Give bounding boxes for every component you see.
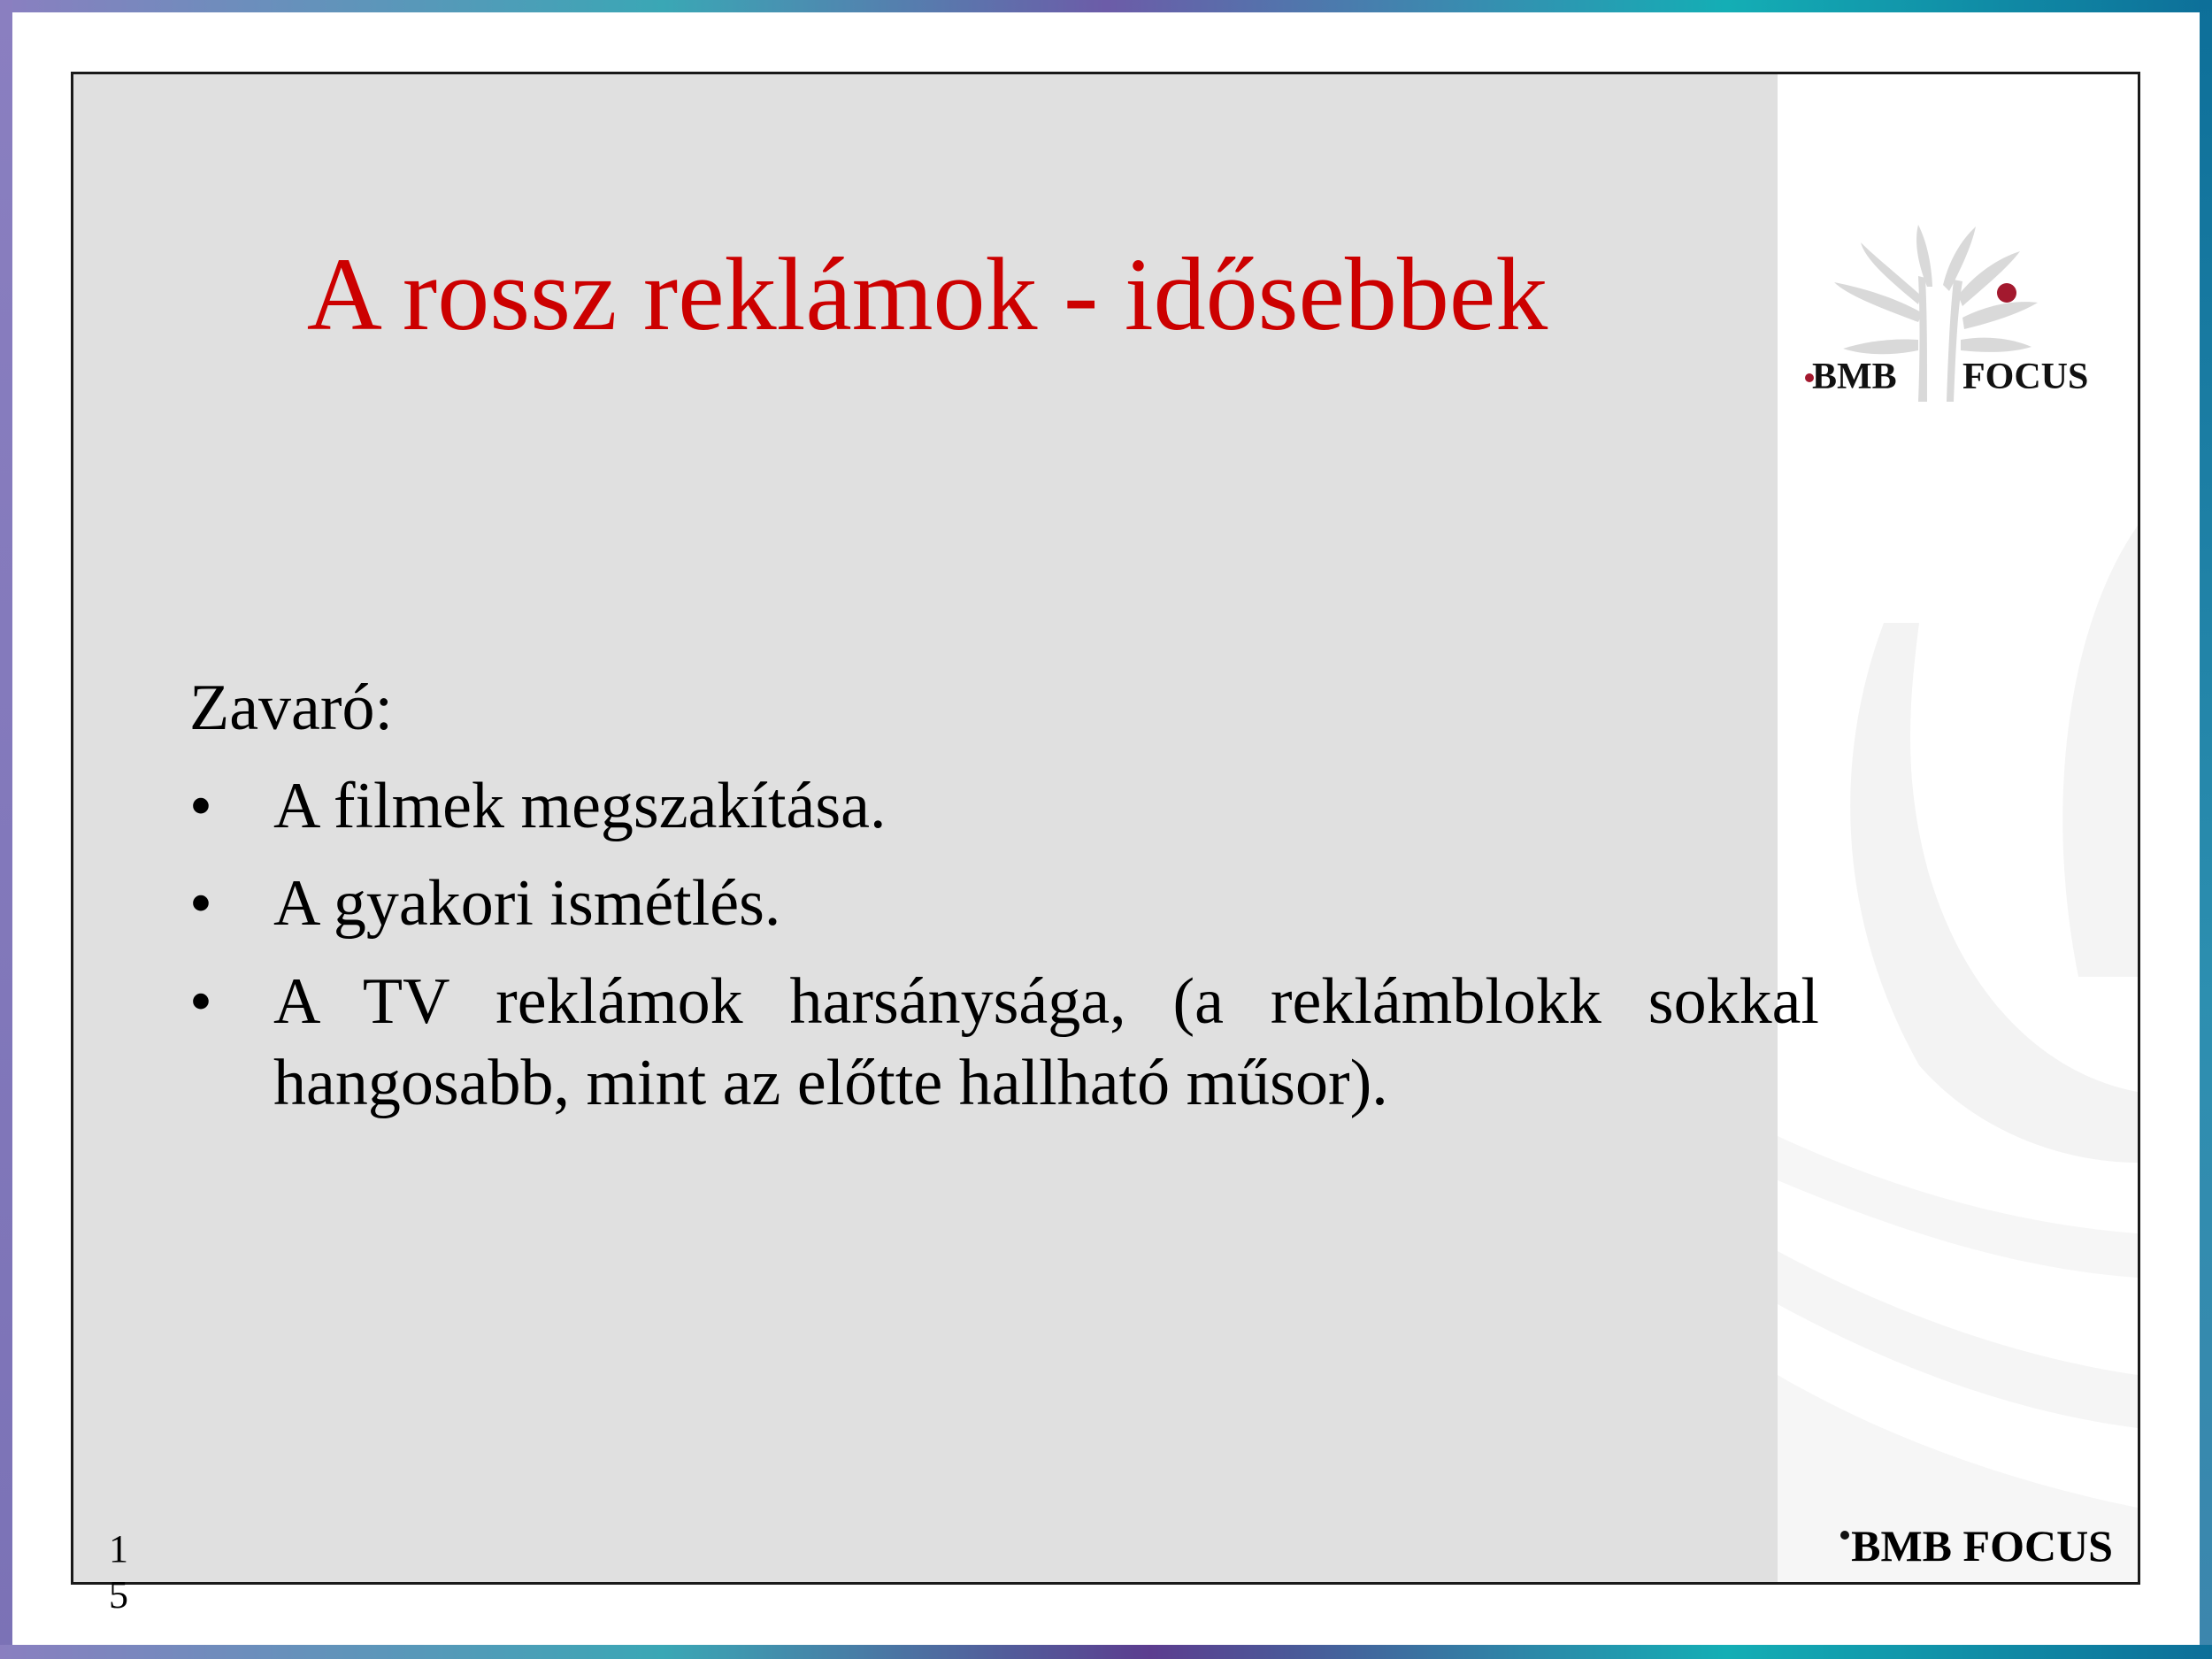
bullet-text: A filmek megszakítása. [273, 769, 887, 842]
slide-body [189, 667, 1819, 1141]
bullet-text: A TV reklámok harsánysága, (a reklámblokk sokkal hangosabb, mint az előtte hallható műsor). [273, 964, 1819, 1119]
slide-number [101, 1526, 136, 1618]
logo-text-focus: FOCUS [1962, 357, 2089, 397]
bmb-focus-logo [1794, 225, 2089, 411]
bullet-item [189, 863, 1819, 945]
frame-bottom-border [0, 1645, 2212, 1659]
intro-label: Zavaró: [189, 672, 394, 744]
bullet-list [189, 765, 1819, 1125]
frame-top-border [0, 0, 2212, 12]
footer-bullet-icon [1840, 1531, 1849, 1540]
logo-text-bmb: BMB [1812, 357, 1897, 397]
bullet-item [189, 961, 1819, 1125]
footer-brand-text: BMB FOCUS [1851, 1521, 2113, 1571]
slide-number-digit: 5 [109, 1572, 128, 1617]
bullet-dot-icon: • [189, 769, 212, 842]
bullet-dot-icon: • [189, 867, 212, 940]
slide [71, 72, 2140, 1585]
bullet-dot-icon: • [189, 964, 212, 1038]
footer-brand [1840, 1520, 2113, 1571]
slide-title: A rossz reklámok - idősebbek [306, 236, 1548, 352]
slide-number-digit: 1 [109, 1527, 128, 1571]
bullet-item [189, 765, 1819, 848]
frame-right-border [2200, 0, 2212, 1659]
frame-left-border [0, 0, 12, 1659]
bullet-text: A gyakori ismétlés. [273, 867, 781, 940]
